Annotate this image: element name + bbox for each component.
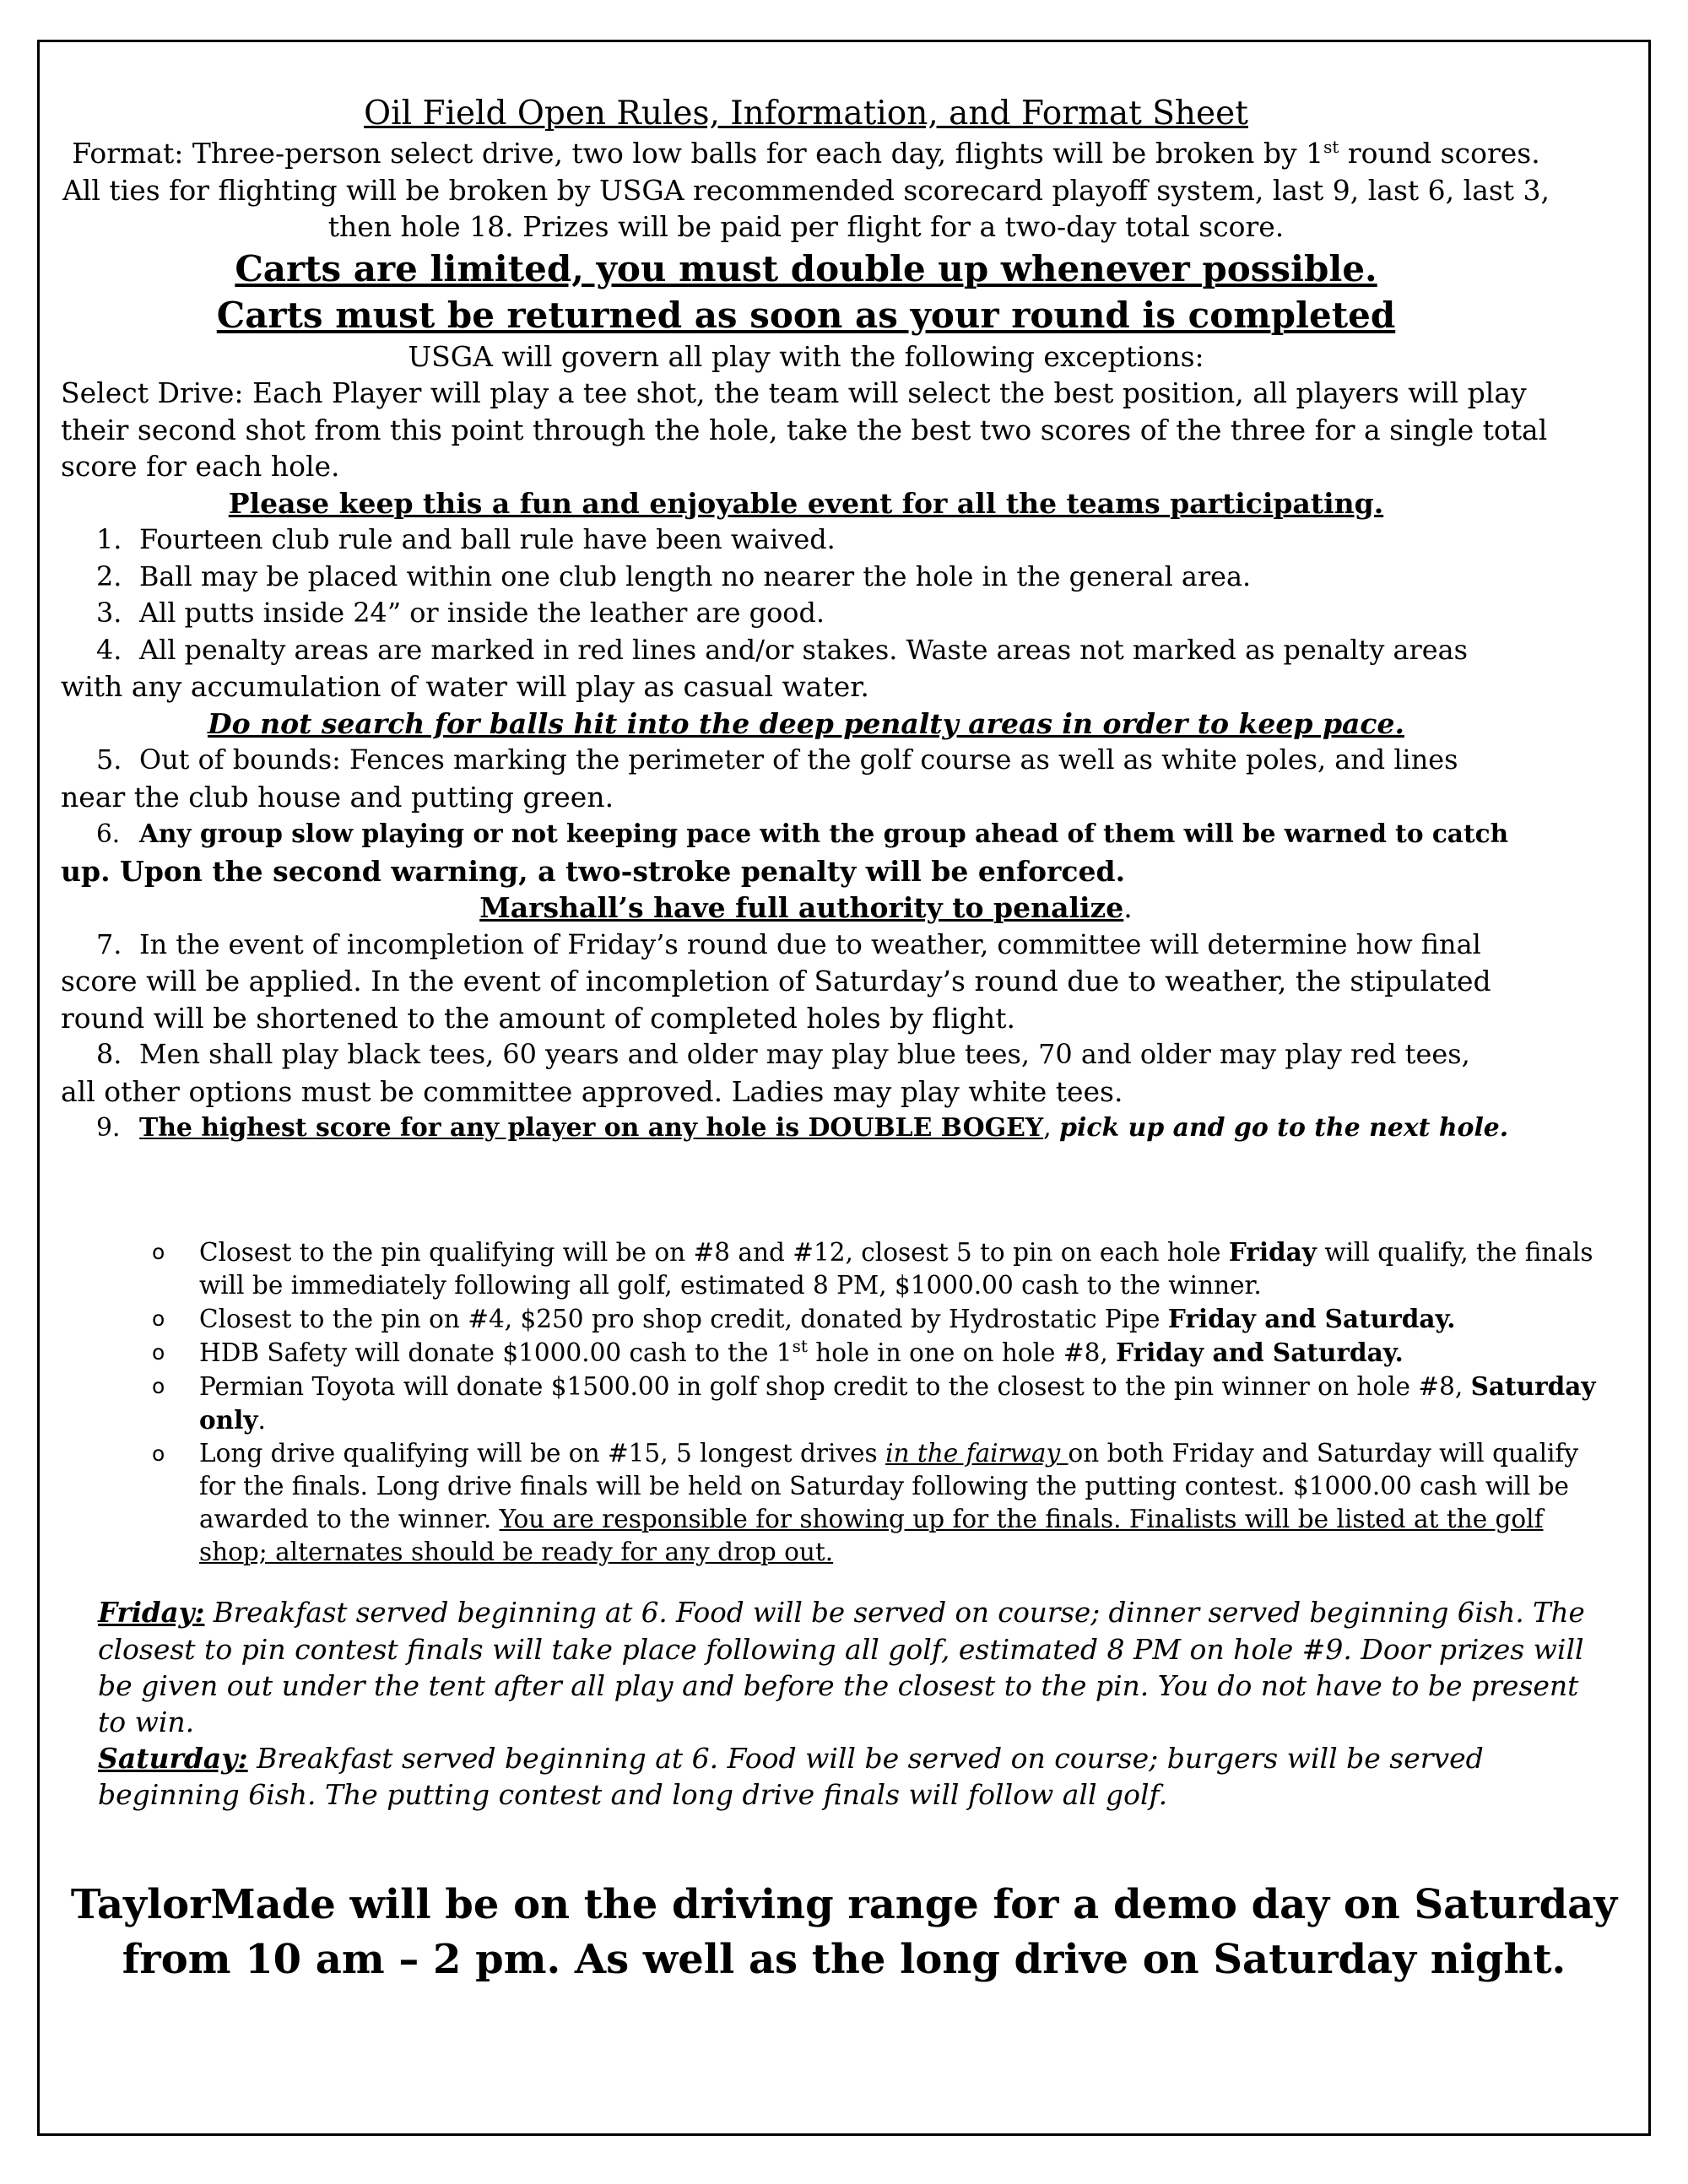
usga-note: USGA will govern all play with the following exceptions: xyxy=(408,339,1204,373)
friday-line-1: Friday: Breakfast served beginning at 6. Food will be served on course; dinner served beginning 6ish. The xyxy=(98,1597,1585,1629)
rule-6: 6. Any group slow playing or not keeping pace with the group ahead of them will be warned to catch xyxy=(96,819,1509,848)
saturday-line-2: beginning 6ish. The putting contest and long drive finals will follow all golf. xyxy=(98,1778,1168,1811)
rule-7: 7. In the event of incompletion of Friday’s round due to weather, committee will determine how final xyxy=(96,927,1481,960)
fun-notice: Please keep this a fun and enjoyable event for all the teams participating. xyxy=(228,486,1384,520)
contest-list xyxy=(61,1235,1597,1569)
carts-notice-2: Carts must be returned as soon as your round is completed xyxy=(216,294,1396,336)
format-line-2: All ties for flighting will be broken by USGA recommended scorecard playoff system, last 9, last 6, last 3, xyxy=(62,173,1550,207)
daily-schedule xyxy=(98,1595,1600,1813)
rule-9: 9. The highest score for any player on any hole is DOUBLE BOGEY, pick up and go to the next hole. xyxy=(96,1113,1509,1143)
bullet-marker: o xyxy=(152,1340,165,1365)
rule-4-cont: with any accumulation of water will play as casual water. xyxy=(61,670,869,703)
rule-7-cont-2: round will be shortened to the amount of completed holes by flight. xyxy=(61,1001,1015,1035)
friday-label: Friday: xyxy=(98,1597,205,1629)
rules-sheet xyxy=(61,93,1551,1147)
select-drive-line-1: Select Drive: Each Player will play a tee shot, the team will select the best position, all players will play xyxy=(61,376,1527,409)
demo-day-notice xyxy=(37,1878,1651,1987)
rule-3: 3. All putts inside 24” or inside the leather are good. xyxy=(96,597,825,629)
saturday-label: Saturday: xyxy=(98,1742,248,1775)
rule-7-cont-1: score will be applied. In the event of incompletion of Saturday’s round due to weather, the stipulated xyxy=(61,965,1491,997)
list-item: o HDB Safety will donate $1000.00 cash to the 1st hole in one on hole #8, Friday and Saturday. xyxy=(152,1336,1404,1367)
format-line-1: Format: Three-person select drive, two low balls for each day, flights will be broken by 1st round scores. xyxy=(72,137,1540,170)
bullet-marker: o xyxy=(152,1374,165,1398)
friday-line-4: to win. xyxy=(98,1706,195,1738)
demo-line-1: TaylorMade will be on the driving range for a demo day on Saturday xyxy=(70,1881,1618,1928)
carts-notice-1: Carts are limited, you must double up whenever possible. xyxy=(235,247,1377,289)
friday-line-3: be given out under the tent after all play and before the closest to the pin. You do not have to be present xyxy=(98,1669,1579,1702)
rule-6-cont: up. Upon the second warning, a two-stroke penalty will be enforced. xyxy=(61,854,1126,888)
bullet-marker: o xyxy=(152,1441,165,1466)
marshall-notice: Marshall’s have full authority to penalize. xyxy=(479,891,1133,924)
format-line-3: then hole 18. Prizes will be paid per flight for a two-day total score. xyxy=(327,210,1285,243)
rule-2: 2. Ball may be placed within one club length no nearer the hole in the general area. xyxy=(96,560,1252,592)
bullet-marker: o xyxy=(152,1306,165,1331)
rule-5: 5. Out of bounds: Fences marking the perimeter of the golf course as well as white poles, and lines xyxy=(96,743,1458,776)
page-title: Oil Field Open Rules, Information, and Format Sheet xyxy=(364,95,1248,132)
select-drive-line-2: their second shot from this point through the hole, take the best two scores of the three for a single total xyxy=(61,413,1548,446)
list-item: o Closest to the pin qualifying will be on #8 and #12, closest 5 to pin on each hole Friday will qualify, the finals will be immediately following all golf, estimated 8 PM, $1000.00 cash to the winner. xyxy=(152,1237,1593,1300)
rule-8: 8. Men shall play black tees, 60 years and older may play blue tees, 70 and older may play red tees, xyxy=(96,1038,1470,1070)
select-drive-line-3: score for each hole. xyxy=(61,450,340,483)
rule-4: 4. All penalty areas are marked in red lines and/or stakes. Waste areas not marked as penalty areas xyxy=(96,633,1468,666)
rule-5-cont: near the club house and putting green. xyxy=(61,780,614,814)
rule-8-cont: all other options must be committee approved. Ladies may play white tees. xyxy=(61,1074,1123,1108)
saturday-line-1: Saturday: Breakfast served beginning at 6. Food will be served on course; burgers will be served xyxy=(98,1742,1484,1775)
rule-1: 1. Fourteen club rule and ball rule have been waived. xyxy=(96,523,836,555)
search-notice: Do not search for balls hit into the deep penalty areas in order to keep pace. xyxy=(208,706,1404,740)
list-item: o Permian Toyota will donate $1500.00 in golf shop credit to the closest to the pin winner on hole #8, Saturday only. xyxy=(152,1371,1596,1435)
demo-line-2: from 10 am – 2 pm. As well as the long drive on Saturday night. xyxy=(122,1936,1566,1983)
list-item: o Closest to the pin on #4, $250 pro shop credit, donated by Hydrostatic Pipe Friday and Saturday. xyxy=(152,1304,1456,1333)
bullet-marker: o xyxy=(152,1240,165,1264)
friday-line-2: closest to pin contest finals will take place following all golf, estimated 8 PM on hole #9. Door prizes will xyxy=(98,1633,1584,1666)
list-item: o Long drive qualifying will be on #15, 5 longest drives in the fairway on both Friday and Saturday will qualify for the finals. Long drive finals will be held on Saturday following the putting contest. $1000.00 cash will be awarded to the winner. You are responsible for showing up for the finals. Finalists will be listed at the golf shop; alternates should be ready for any drop out. xyxy=(152,1439,1579,1566)
